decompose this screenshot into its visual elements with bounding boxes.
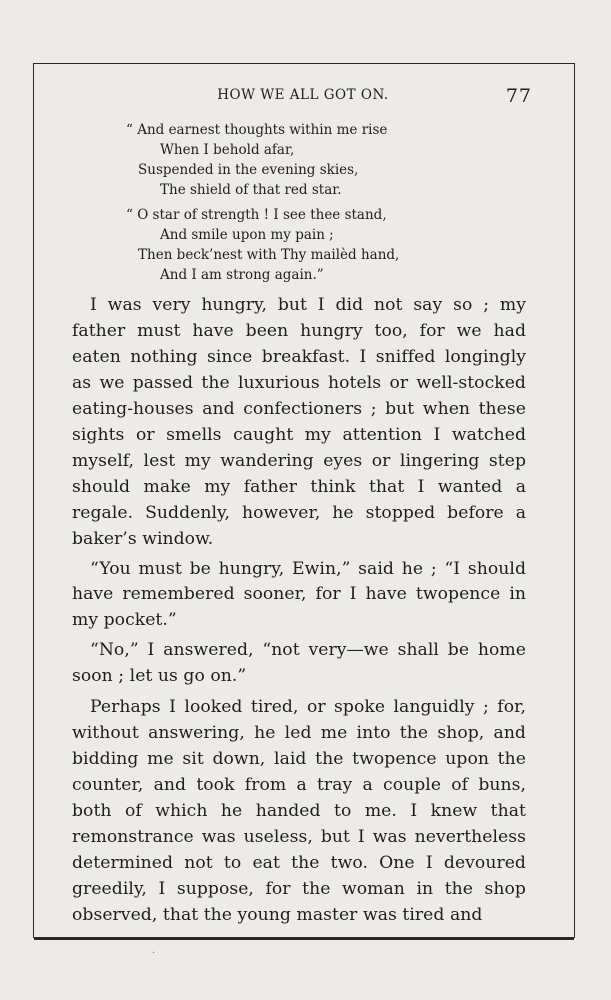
poem-line: Suspended in the evening skies, [138,162,359,178]
paragraph: Perhaps I looked tired, or spoke languidly ; for, without answering, he led me into the shop, and bidding me sit down, laid the twopence upon the counter, and took from a tray a couple of buns, both of which he handed to me. I knew that remonstrance was useless, but I was nevertheless determined not to eat the two. One I devoured greedily, I suppose, for the woman in the shop observed, that the young master was tired and [72,697,526,925]
poem-stanza [126,120,456,200]
poem-line: When I behold afar, [160,142,295,158]
running-title: HOW WE ALL GOT ON. [217,87,389,103]
poem-quotation [126,120,456,290]
margin-mark: · [152,948,156,959]
body-text [72,293,526,929]
poem-line: And I am strong again.” [160,267,324,283]
poem-line: “ And earnest thoughts within me rise [126,122,388,138]
poem-line: The shield of that red star. [160,182,342,198]
poem-stanza [126,205,456,285]
running-head [33,87,573,111]
paragraph: “You must be hungry, Ewin,” said he ; “I should have remembered sooner, for I have twopence in my pocket.” [72,558,526,631]
page-number: 77 [505,85,532,107]
poem-line: “ O star of strength ! I see thee stand, [126,207,387,223]
poem-line: And smile upon my pain ; [160,227,334,243]
poem-line: Then beck’nest with Thy mailèd hand, [138,247,400,263]
paragraph: I was very hungry, but I did not say so ; my father must have been hungry too, for we had eaten nothing since breakfast. I sniffed longingly as we passed the luxurious hotels or well-stocked eating-houses and confectioners ; but when these sights or smells caught my attention I watched myself, lest my wandering eyes or lingering step should make my father think that I wanted a regale. Suddenly, however, he stopped before a baker’s window. [72,295,526,549]
paragraph: “No,” I answered, “not very—we shall be home soon ; let us go on.” [72,640,526,687]
